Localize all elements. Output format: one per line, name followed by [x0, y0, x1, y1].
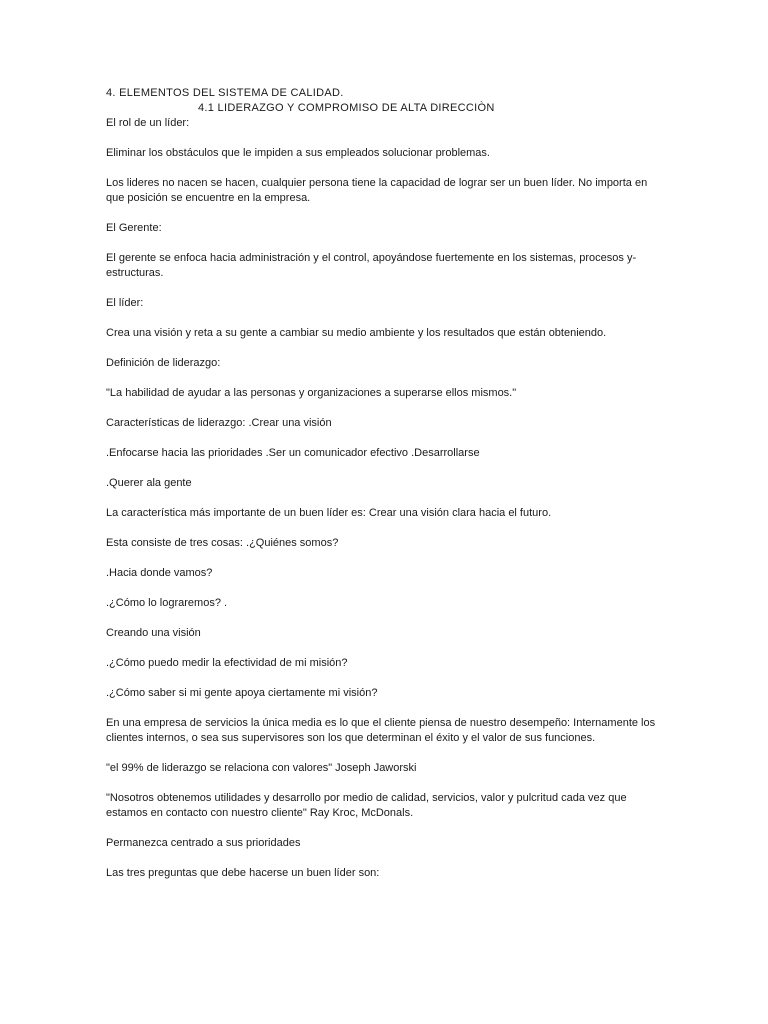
subsection-heading: 4.1 LIDERAZGO Y COMPROMISO DE ALTA DIRECCIÒN	[198, 102, 495, 114]
paragraph: El rol de un líder:	[106, 117, 190, 129]
paragraph: Eliminar los obstáculos que le impiden a sus empleados solucionar problemas.	[106, 147, 490, 159]
paragraph: Esta consiste de tres cosas: .¿Quiénes somos?	[106, 537, 339, 549]
paragraph: .¿Cómo puedo medir la efectividad de mi misión?	[106, 657, 348, 669]
paragraph: El Gerente:	[106, 222, 162, 234]
paragraph: Las tres preguntas que debe hacerse un buen líder son:	[106, 867, 380, 879]
paragraph: .Hacia donde vamos?	[106, 567, 213, 579]
paragraph: Permanezca centrado a sus prioridades	[106, 837, 301, 849]
paragraph: "La habilidad de ayudar a las personas y organizaciones a superarse ellos mismos."	[106, 387, 517, 399]
paragraph: La característica más importante de un buen líder es: Crear una visión clara hacia el futuro.	[106, 507, 552, 519]
paragraph: .Enfocarse hacia las prioridades .Ser un comunicador efectivo .Desarrollarse	[106, 447, 480, 459]
paragraph: .Querer ala gente	[106, 477, 192, 489]
paragraph: El gerente se enfoca hacia administración y el control, apoyándose fuertemente en los sistemas, procesos y-estructuras.	[106, 252, 637, 279]
paragraph: Creando una visión	[106, 627, 201, 639]
section-heading: 4. ELEMENTOS DEL SISTEMA DE CALIDAD.	[106, 87, 344, 99]
paragraph: "el 99% de liderazgo se relaciona con valores" Joseph Jaworski	[106, 762, 417, 774]
paragraph: .¿Cómo lo lograremos? .	[106, 597, 228, 609]
document-body	[106, 86, 666, 896]
paragraph: Características de liderazgo: .Crear una visión	[106, 417, 332, 429]
paragraph: "Nosotros obtenemos utilidades y desarrollo por medio de calidad, servicios, valor y pulcritud cada vez que estamos en contacto con nuestro cliente" Ray Kroc, McDonals.	[106, 792, 627, 819]
paragraph: Definición de liderazgo:	[106, 357, 221, 369]
paragraph: Los lideres no nacen se hacen, cualquier persona tiene la capacidad de lograr ser un buen líder. No importa en que posición se encuentre en la empresa.	[106, 177, 648, 204]
paragraph: .¿Cómo saber si mi gente apoya ciertamente mi visión?	[106, 687, 378, 699]
paragraph: El líder:	[106, 297, 144, 309]
paragraph: En una empresa de servicios la única media es lo que el cliente piensa de nuestro desempeño: Internamente los clientes internos, o sea sus supervisores son los que determinan el éxito y el valor de sus funciones.	[106, 717, 656, 744]
paragraph: Crea una visión y reta a su gente a cambiar su medio ambiente y los resultados que están obteniendo.	[106, 327, 607, 339]
